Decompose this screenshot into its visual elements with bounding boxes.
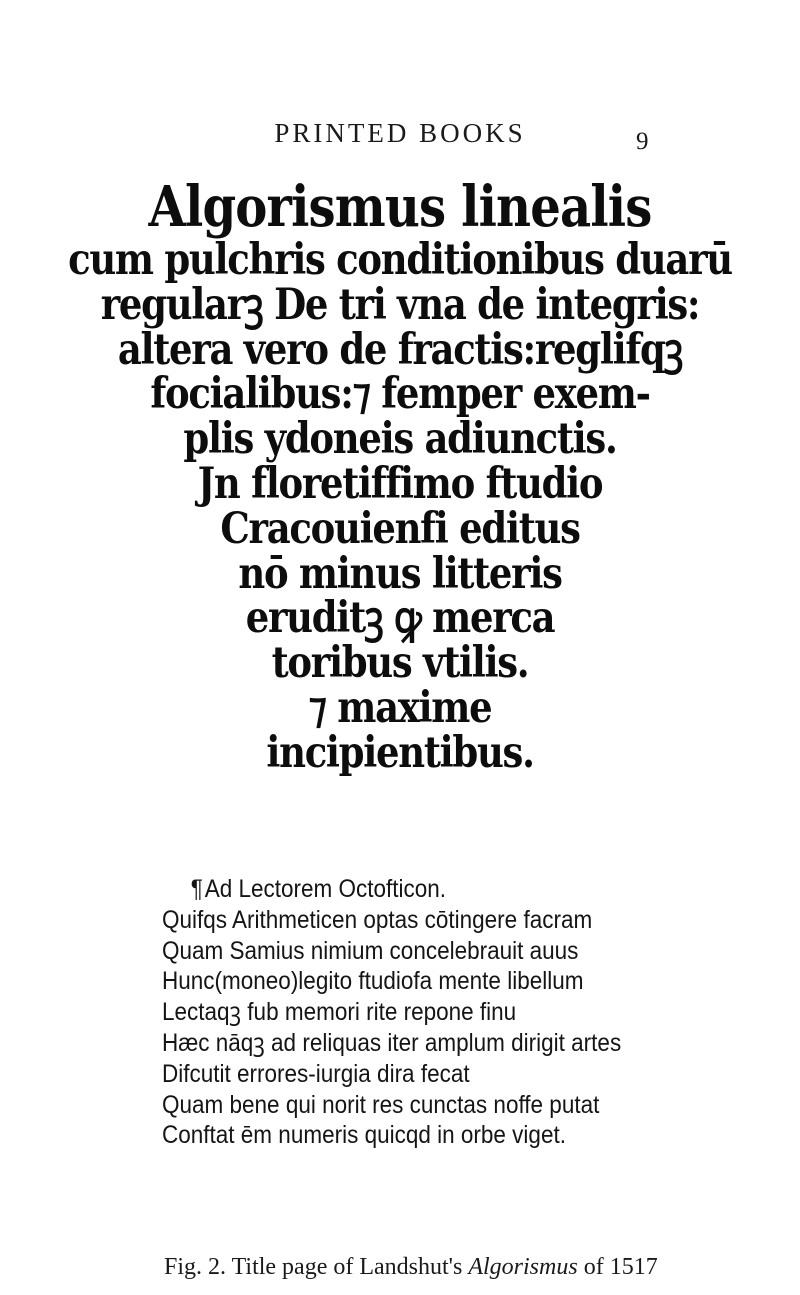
verse-line: Quam bene qui norit res cunctas noffe putat — [162, 1090, 600, 1119]
title-line: Algorismus linealis — [148, 174, 652, 240]
title-line: nō minus litteris — [238, 548, 562, 599]
figure-caption — [164, 1254, 658, 1281]
title-line: regularꝫ De tri vna de integris: — [100, 279, 700, 330]
verse-line: Hunc(moneo)legito ftudiofa mente libellum — [162, 967, 584, 996]
title-line: focialibus:⁊ femper exem- — [150, 369, 650, 420]
verse-line: Quam Samius nimium concelebrauit auus — [162, 936, 579, 965]
running-head: PRINTED BOOKS — [274, 118, 526, 148]
caption-italic-title: Algorismus — [468, 1254, 578, 1280]
octostichon-verse — [162, 874, 762, 1151]
title-page-text — [0, 176, 800, 776]
verse-line: Lectaqꝫ fub memori rite repone finu — [162, 998, 517, 1027]
verse-line: Quifqs Arithmeticen optas cōtingere facram — [162, 905, 593, 934]
verse-line: Hæc nāqꝫ ad reliquas iter amplum dirigit artes — [162, 1028, 622, 1057]
title-line: eruditꝫ ꝙ merca — [245, 593, 555, 644]
title-line: Cracouienfi editus — [220, 503, 580, 554]
verse-line: Difcutit errores-iurgia dira fecat — [162, 1059, 470, 1088]
verse-line: Conftat ēm numeris quicqd in orbe viget. — [162, 1121, 566, 1150]
caption-prefix: Fig. 2. Title page of Landshut's — [164, 1254, 463, 1280]
title-line: ⁊ maxime — [308, 682, 492, 733]
title-line: toribus vtilis. — [271, 638, 529, 689]
title-line: plis ydoneis adiunctis. — [183, 414, 617, 465]
caption-suffix: of 1517 — [583, 1254, 658, 1280]
title-line: incipientibus. — [266, 727, 534, 778]
pilcrow-icon: ¶ — [190, 875, 203, 903]
title-line: Jn floretiffimo ftudio — [197, 458, 603, 509]
verse-heading — [162, 874, 702, 905]
verse-heading-text: Ad Lectorem Octofticon. — [204, 875, 447, 903]
title-line: cum pulchris conditionibus duarū — [68, 235, 732, 285]
page-number: 9 — [636, 128, 649, 155]
title-line: altera vero de fractis:reglifqꝫ — [117, 324, 683, 375]
